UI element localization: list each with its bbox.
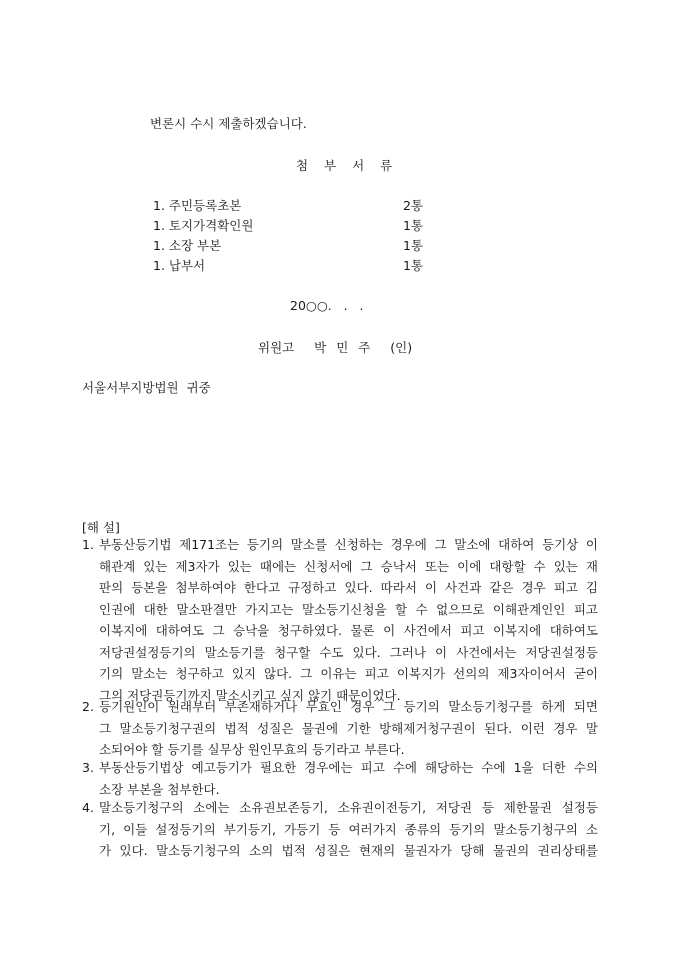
note-number: 4. xyxy=(82,800,94,815)
note-line: 이복지에 대하여도 그 승낙을 청구하였다. 물론 이 사건에서 피고 이복지에 대하여도 xyxy=(99,623,598,638)
note-line: 등기원인이 원래부터 부존재하거나 무효인 경우 그 등기의 말소등기청구를 하게 되면 xyxy=(99,699,598,714)
note-line: 기, 이들 설정등기의 부기등기, 가등기 등 여러가지 종류의 등기의 말소등기청구의 소 xyxy=(99,821,598,837)
attachment-name: 1. 주민등록초본 xyxy=(153,198,242,213)
note-line: 소되어야 할 등기를 실무상 원인무효의 등기라고 부른다. xyxy=(99,742,405,757)
note-line: 판의 등본을 첨부하여야 한다고 규정하고 있다. 따라서 이 사건과 같은 경우 피고 김 xyxy=(99,580,598,595)
filing-date: 20○○. . . xyxy=(290,298,364,313)
commentary-note xyxy=(82,797,598,862)
note-line: 그의 저당권등기까지 말소시키고 싶지 않기 때문이었다. xyxy=(99,687,401,703)
signature-line: 위원고 박 민 주 (인) xyxy=(258,340,413,355)
note-line: 말소등기청구의 소에는 소유권보존등기, 소유권이전등기, 저당권 등 제한물권 설정등 xyxy=(99,800,598,815)
attachment-name: 1. 납부서 xyxy=(153,258,206,273)
note-line: 기의 말소는 청구하고 있지 않다. 그 이유는 피고 이복지가 선의의 제3자이어서 굳이 xyxy=(99,666,598,681)
note-line: 부동산등기법상 예고등기가 필요한 경우에는 피고 수에 해당하는 수에 1을 더한 수의 xyxy=(99,760,598,775)
attachment-item xyxy=(153,216,423,236)
note-line: 소장 부본을 첨부한다. xyxy=(99,781,220,797)
attachment-name: 1. 토지가격확인원 xyxy=(153,218,254,233)
commentary-heading: [해 설] xyxy=(82,520,120,535)
closing-text: 변론시 수시 제출하겠습니다. xyxy=(150,116,307,131)
note-line: 부동산등기법 제171조는 등기의 말소를 신청하는 경우에 그 말소에 대하여 등기상 이 xyxy=(99,537,598,552)
note-line: 가 있다. 말소등기청구의 소의 법적 성질은 현재의 물권자가 당해 물권의 권리상태를 xyxy=(99,843,598,858)
note-number: 3. xyxy=(82,760,94,775)
commentary-note xyxy=(82,534,598,706)
attachment-item xyxy=(153,236,423,256)
attachment-qty: 1통 xyxy=(402,238,423,253)
commentary-note xyxy=(82,757,598,800)
attachment-name: 1. 소장 부본 xyxy=(153,238,222,253)
note-number: 1. xyxy=(82,537,94,552)
attachment-qty: 1통 xyxy=(402,258,423,273)
note-line: 그 말소등기청구권의 법적 성질은 물권에 기한 방해제거청구권이 된다. 이런 경우 말 xyxy=(99,720,598,736)
note-line: 인권에 대한 말소판결만 가지고는 말소등기신청을 할 수 없으므로 이해관계인인 피고 xyxy=(99,601,598,617)
attachment-item xyxy=(153,256,423,276)
note-line: 저당권설정등기의 말소등기를 청구할 수도 있다. 그러나 이 사건에서는 저당권설정등 xyxy=(99,644,598,660)
attachment-qty: 2통 xyxy=(402,198,423,213)
attachment-qty: 1통 xyxy=(402,218,423,233)
attachment-item xyxy=(153,196,423,216)
commentary-note xyxy=(82,696,598,761)
note-number: 2. xyxy=(82,699,94,714)
court-addressee: 서울서부지방법원 귀중 xyxy=(82,380,211,395)
attachments-heading: 첨 부 서 류 xyxy=(296,158,399,173)
note-line: 해관계 있는 제3자가 있는 때에는 신청서에 그 승낙서 또는 이에 대항할 수 있는 재 xyxy=(99,558,598,574)
